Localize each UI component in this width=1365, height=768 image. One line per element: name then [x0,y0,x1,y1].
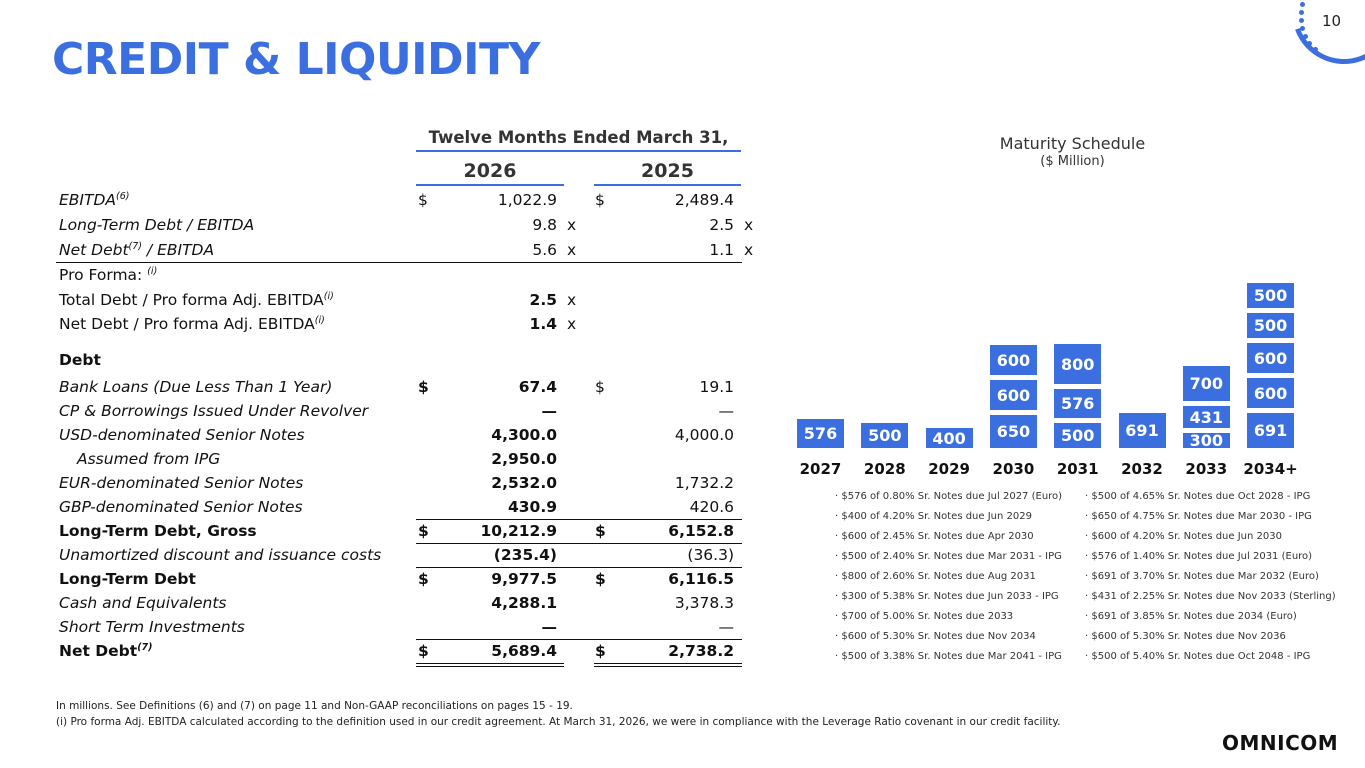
maturity-note: · $400 of 4.20% Sr. Notes due Jun 2029 [835,511,1032,522]
decor-dot [1299,10,1304,15]
maturity-note: · $691 of 3.85% Sr. Notes due 2034 (Euro) [1085,611,1297,622]
bar-value-label: 600 [1253,383,1288,403]
maturity-bar-segment [1183,406,1230,428]
value-2026: 4,300.0 [491,426,557,444]
row-label: Assumed from IPG [77,450,221,468]
maturity-bar-segment [797,419,844,448]
multiple-2026: x [567,241,577,259]
value-2025: 1,732.2 [674,474,734,492]
value-2025: — [718,402,734,420]
maturity-note: · $500 of 2.40% Sr. Notes due Mar 2031 - IPG [835,551,1062,562]
value-2026: 9,977.5 [491,570,557,588]
decor-dot [1300,26,1305,31]
table-row [56,375,756,399]
value-2026: 67.4 [518,378,557,396]
x-axis-tick-label: 2027 [799,460,842,478]
maturity-note: · $300 of 5.38% Sr. Notes due Jun 2033 - IPG [835,591,1059,602]
maturity-note: · $576 of 1.40% Sr. Notes due Jul 2031 (Euro) [1085,551,1313,562]
currency-2025: $ [595,378,605,396]
value-2025: 420.6 [689,498,734,516]
bar-value-label: 600 [996,385,1031,405]
maturity-note: · $691 of 3.70% Sr. Notes due Mar 2032 (Euro) [1085,571,1319,582]
maturity-bar-segment [926,428,973,448]
decor-dot [1307,41,1312,46]
multiple-2025: x [744,216,754,234]
table-row [56,288,756,312]
table-row [56,213,756,237]
maturity-bar-segment [1054,389,1101,418]
decor-dot [1300,2,1305,7]
bar-value-label: 600 [1253,348,1288,368]
bar-value-label: 650 [996,422,1031,441]
value-2025: 19.1 [699,378,734,396]
currency-2026: $ [418,570,429,588]
currency-2025: $ [595,191,605,209]
value-2026: 1.4 [529,315,557,333]
bar-value-label: 600 [996,350,1031,370]
value-2026: 5.6 [532,241,557,259]
row-label: Long-Term Debt, Gross [59,522,257,540]
double-underline [594,663,742,667]
maturity-bar-segment [990,380,1037,410]
currency-2025: $ [595,522,606,540]
row-label: Pro Forma: $^{(i)}$ [59,265,158,284]
value-2026: 1,022.9 [497,191,557,209]
bar-value-label: 691 [1125,421,1159,440]
maturity-note: · $500 of 4.65% Sr. Notes due Oct 2028 - IPG [1085,491,1311,502]
bar-value-label: 500 [868,426,902,445]
footnote-1: In millions. See Definitions (6) and (7) on page 11 and Non-GAAP reconciliations on pages 15 - 19. [56,700,573,712]
currency-2026: $ [418,191,428,209]
maturity-bar-segment [1119,413,1166,448]
bar-value-label: 700 [1189,374,1223,393]
value-2025: 4,000.0 [674,426,734,444]
maturity-bar-segment [1183,433,1230,448]
maturity-note: · $431 of 2.25% Sr. Notes due Nov 2033 (Sterling) [1085,591,1336,602]
x-axis-tick-label: 2029 [928,460,970,478]
x-axis-tick-label: 2033 [1185,460,1228,478]
table-row [56,519,756,543]
value-2026: (235.4) [493,546,557,564]
value-2026: 2,532.0 [491,474,557,492]
table-row [56,423,756,447]
value-2026: 4,288.1 [491,594,557,612]
currency-2025: $ [595,570,606,588]
bar-value-label: 431 [1189,407,1223,427]
value-2026: — [541,402,557,420]
multiple-2025: x [744,241,754,259]
multiple-2026: x [567,216,577,234]
decor-dot [1313,47,1318,52]
row-label: Long-Term Debt [59,570,196,588]
table-row [56,312,756,336]
maturity-bar-segment [1247,413,1294,448]
bar-value-label: 576 [803,424,838,443]
row-label: Short Term Investments [59,618,245,636]
bar-value-label: 576 [1060,394,1095,413]
page-number: 10 [1322,12,1342,30]
currency-2026: $ [418,522,429,540]
maturity-bar-segment [1247,343,1294,373]
footnote-2: (i) Pro forma Adj. EBITDA calculated according to the definition used in our credit agreement. At March 31, 2026, we were in compliance with the Leverage Ratio covenant in our credit facility. [56,716,1061,728]
value-2026: 2,950.0 [491,450,557,468]
row-label: USD-denominated Senior Notes [59,426,305,444]
row-label: Net Debt$^{(7)}$ / EBITDA [59,240,215,259]
table-row [56,639,756,663]
bar-value-label: 500 [1060,426,1095,445]
bar-value-label: 500 [1253,316,1288,335]
row-label: Long-Term Debt / EBITDA [59,216,255,234]
period-header: Twelve Months Ended March 31, [416,128,741,152]
bar-value-label: 300 [1189,431,1223,450]
maturity-bar-segment [1054,423,1101,448]
table-row [56,188,756,212]
row-label: Net Debt$^{(7)}$ [59,641,153,660]
row-label: Unamortized discount and issuance costs [59,546,382,564]
value-2025: — [718,618,734,636]
table-row [56,447,756,471]
omnicom-logo: OMNICOM [1222,731,1339,755]
table-row [56,591,756,615]
maturity-bar-segment [1247,378,1294,408]
chart-subtitle: ($ Million) [1040,154,1105,169]
multiple-2026: x [567,291,577,309]
bar-value-label: 691 [1253,421,1288,440]
row-label: Cash and Equivalents [59,594,227,612]
value-2025: 2,489.4 [674,191,734,209]
maturity-note: · $576 of 0.80% Sr. Notes due Jul 2027 (Euro) [835,491,1063,502]
currency-2026: $ [418,642,429,660]
decor-dot [1303,34,1308,39]
page-title: CREDIT & LIQUIDITY [52,34,540,85]
maturity-note: · $800 of 2.60% Sr. Notes due Aug 2031 [835,571,1036,582]
row-label: Bank Loans (Due Less Than 1 Year) [59,378,333,396]
maturity-note: · $500 of 5.40% Sr. Notes due Oct 2048 - IPG [1085,651,1311,662]
table-row [56,567,756,591]
x-axis-tick-label: 2030 [992,460,1035,478]
table-row [56,471,756,495]
maturity-bar-segment [1247,313,1294,338]
maturity-bar-segment [990,345,1037,375]
row-label: Total Debt / Pro forma Adj. EBITDA$^{(i)}$ [59,290,334,309]
value-2025: 2,738.2 [668,642,734,660]
row-label: GBP-denominated Senior Notes [59,498,303,516]
table-row [56,263,756,287]
value-2026: 10,212.9 [480,522,557,540]
maturity-bar-segment [990,415,1037,448]
value-2025: 1.1 [709,241,734,259]
value-2025: (36.3) [687,546,734,564]
table-row [56,495,756,519]
x-axis-tick-label: 2028 [863,460,906,478]
bar-value-label: 500 [1253,286,1288,305]
table-row [56,238,756,262]
maturity-bar-segment [861,423,908,448]
value-2026: 2.5 [529,291,557,309]
maturity-note: · $600 of 5.30% Sr. Notes due Nov 2036 [1085,631,1286,642]
maturity-bar-segment [1054,344,1101,384]
x-axis-tick-label: 2034+ [1243,460,1298,478]
table-row [56,615,756,639]
year-header-2026: 2026 [416,160,564,186]
row-label: EUR-denominated Senior Notes [59,474,304,492]
chart-title: Maturity Schedule [999,134,1146,153]
table-row [56,543,756,567]
value-2026: 9.8 [532,216,557,234]
bar-value-label: 400 [932,428,966,448]
x-axis-tick-label: 2031 [1056,460,1099,478]
currency-2025: $ [595,642,606,660]
maturity-bar-segment [1183,366,1230,401]
maturity-note: · $700 of 5.00% Sr. Notes due 2033 [835,611,1014,622]
bar-value-label: 800 [1060,354,1095,374]
row-label: Debt [59,351,101,369]
value-2025: 6,152.8 [668,522,734,540]
row-label: CP & Borrowings Issued Under Revolver [59,402,369,420]
double-underline [416,663,564,667]
value-2025: 2.5 [709,216,734,234]
multiple-2026: x [567,315,577,333]
maturity-note: · $600 of 5.30% Sr. Notes due Nov 2034 [835,631,1036,642]
decor-dot [1299,18,1304,23]
maturity-note: · $500 of 3.38% Sr. Notes due Mar 2041 - IPG [835,651,1062,662]
maturity-note: · $600 of 2.45% Sr. Notes due Apr 2030 [835,531,1034,542]
row-label: Net Debt / Pro forma Adj. EBITDA$^{(i)}$ [59,314,325,333]
year-header-2025: 2025 [594,160,741,186]
value-2026: 5,689.4 [491,642,557,660]
value-2025: 6,116.5 [668,570,734,588]
value-2026: 430.9 [507,498,557,516]
maturity-bar-segment [1247,283,1294,308]
x-axis-tick-label: 2032 [1121,460,1163,478]
maturity-note: · $650 of 4.75% Sr. Notes due Mar 2030 - IPG [1085,511,1312,522]
maturity-note: · $600 of 4.20% Sr. Notes due Jun 2030 [1085,531,1282,542]
value-2025: 3,378.3 [674,594,734,612]
value-2026: — [541,618,557,636]
table-row [56,348,756,372]
corner-arc-decoration [1275,0,1365,81]
currency-2026: $ [418,378,429,396]
row-label: EBITDA$^{(6)}$ [59,190,130,209]
table-row [56,399,756,423]
